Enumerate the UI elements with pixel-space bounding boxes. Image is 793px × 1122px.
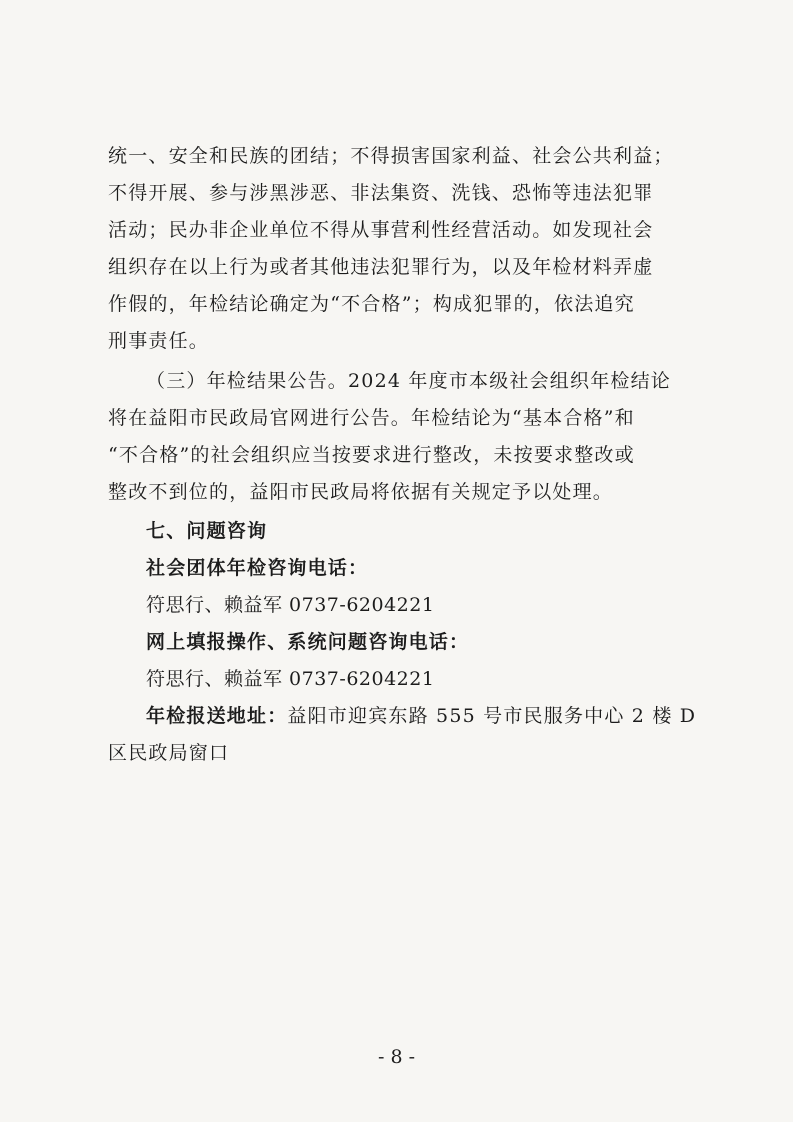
consult-contact-social-groups: 符思行、赖益军 0737-6204221 (146, 594, 435, 616)
section3-line: “不合格”的社会组织应当按要求进行整改，未按要求整改或 (108, 444, 635, 466)
page-number: - 8 - (377, 1046, 415, 1068)
paragraph-line: 刑事责任。 (108, 330, 210, 352)
section7-heading: 七、问题咨询 (146, 520, 268, 542)
section3-line: 将在益阳市民政局官网进行公告。年检结论为“基本合格”和 (108, 407, 635, 429)
consult-label-social-groups: 社会团体年检咨询电话： (146, 557, 369, 579)
paragraph-line: 活动；民办非企业单位不得从事营利性经营活动。如发现社会 (108, 219, 654, 241)
address-line (146, 704, 697, 728)
paragraph-line: 统一、安全和民族的团结；不得损害国家利益、社会公共利益； (108, 145, 674, 167)
paragraph-line: 不得开展、参与涉黑涉恶、非法集资、洗钱、恐怖等违法犯罪 (108, 182, 654, 204)
address-value: 益阳市迎宾东路 555 号市民服务中心 2 楼 D (287, 705, 697, 727)
paragraph-line: 作假的，年检结论确定为“不合格”；构成犯罪的，依法追究 (108, 293, 635, 315)
section3-line: 整改不到位的，益阳市民政局将依据有关规定予以处理。 (108, 481, 614, 503)
consult-contact-online-system: 符思行、赖益军 0737-6204221 (146, 668, 435, 690)
address-label: 年检报送地址： (146, 705, 288, 727)
paragraph-line: 组织存在以上行为或者其他违法犯罪行为，以及年检材料弄虚 (108, 256, 654, 278)
address-continuation: 区民政局窗口 (108, 742, 230, 764)
section3-line: （三）年检结果公告。2024 年度市本级社会组织年检结论 (146, 370, 671, 392)
consult-label-online-system: 网上填报操作、系统问题咨询电话： (146, 631, 470, 653)
